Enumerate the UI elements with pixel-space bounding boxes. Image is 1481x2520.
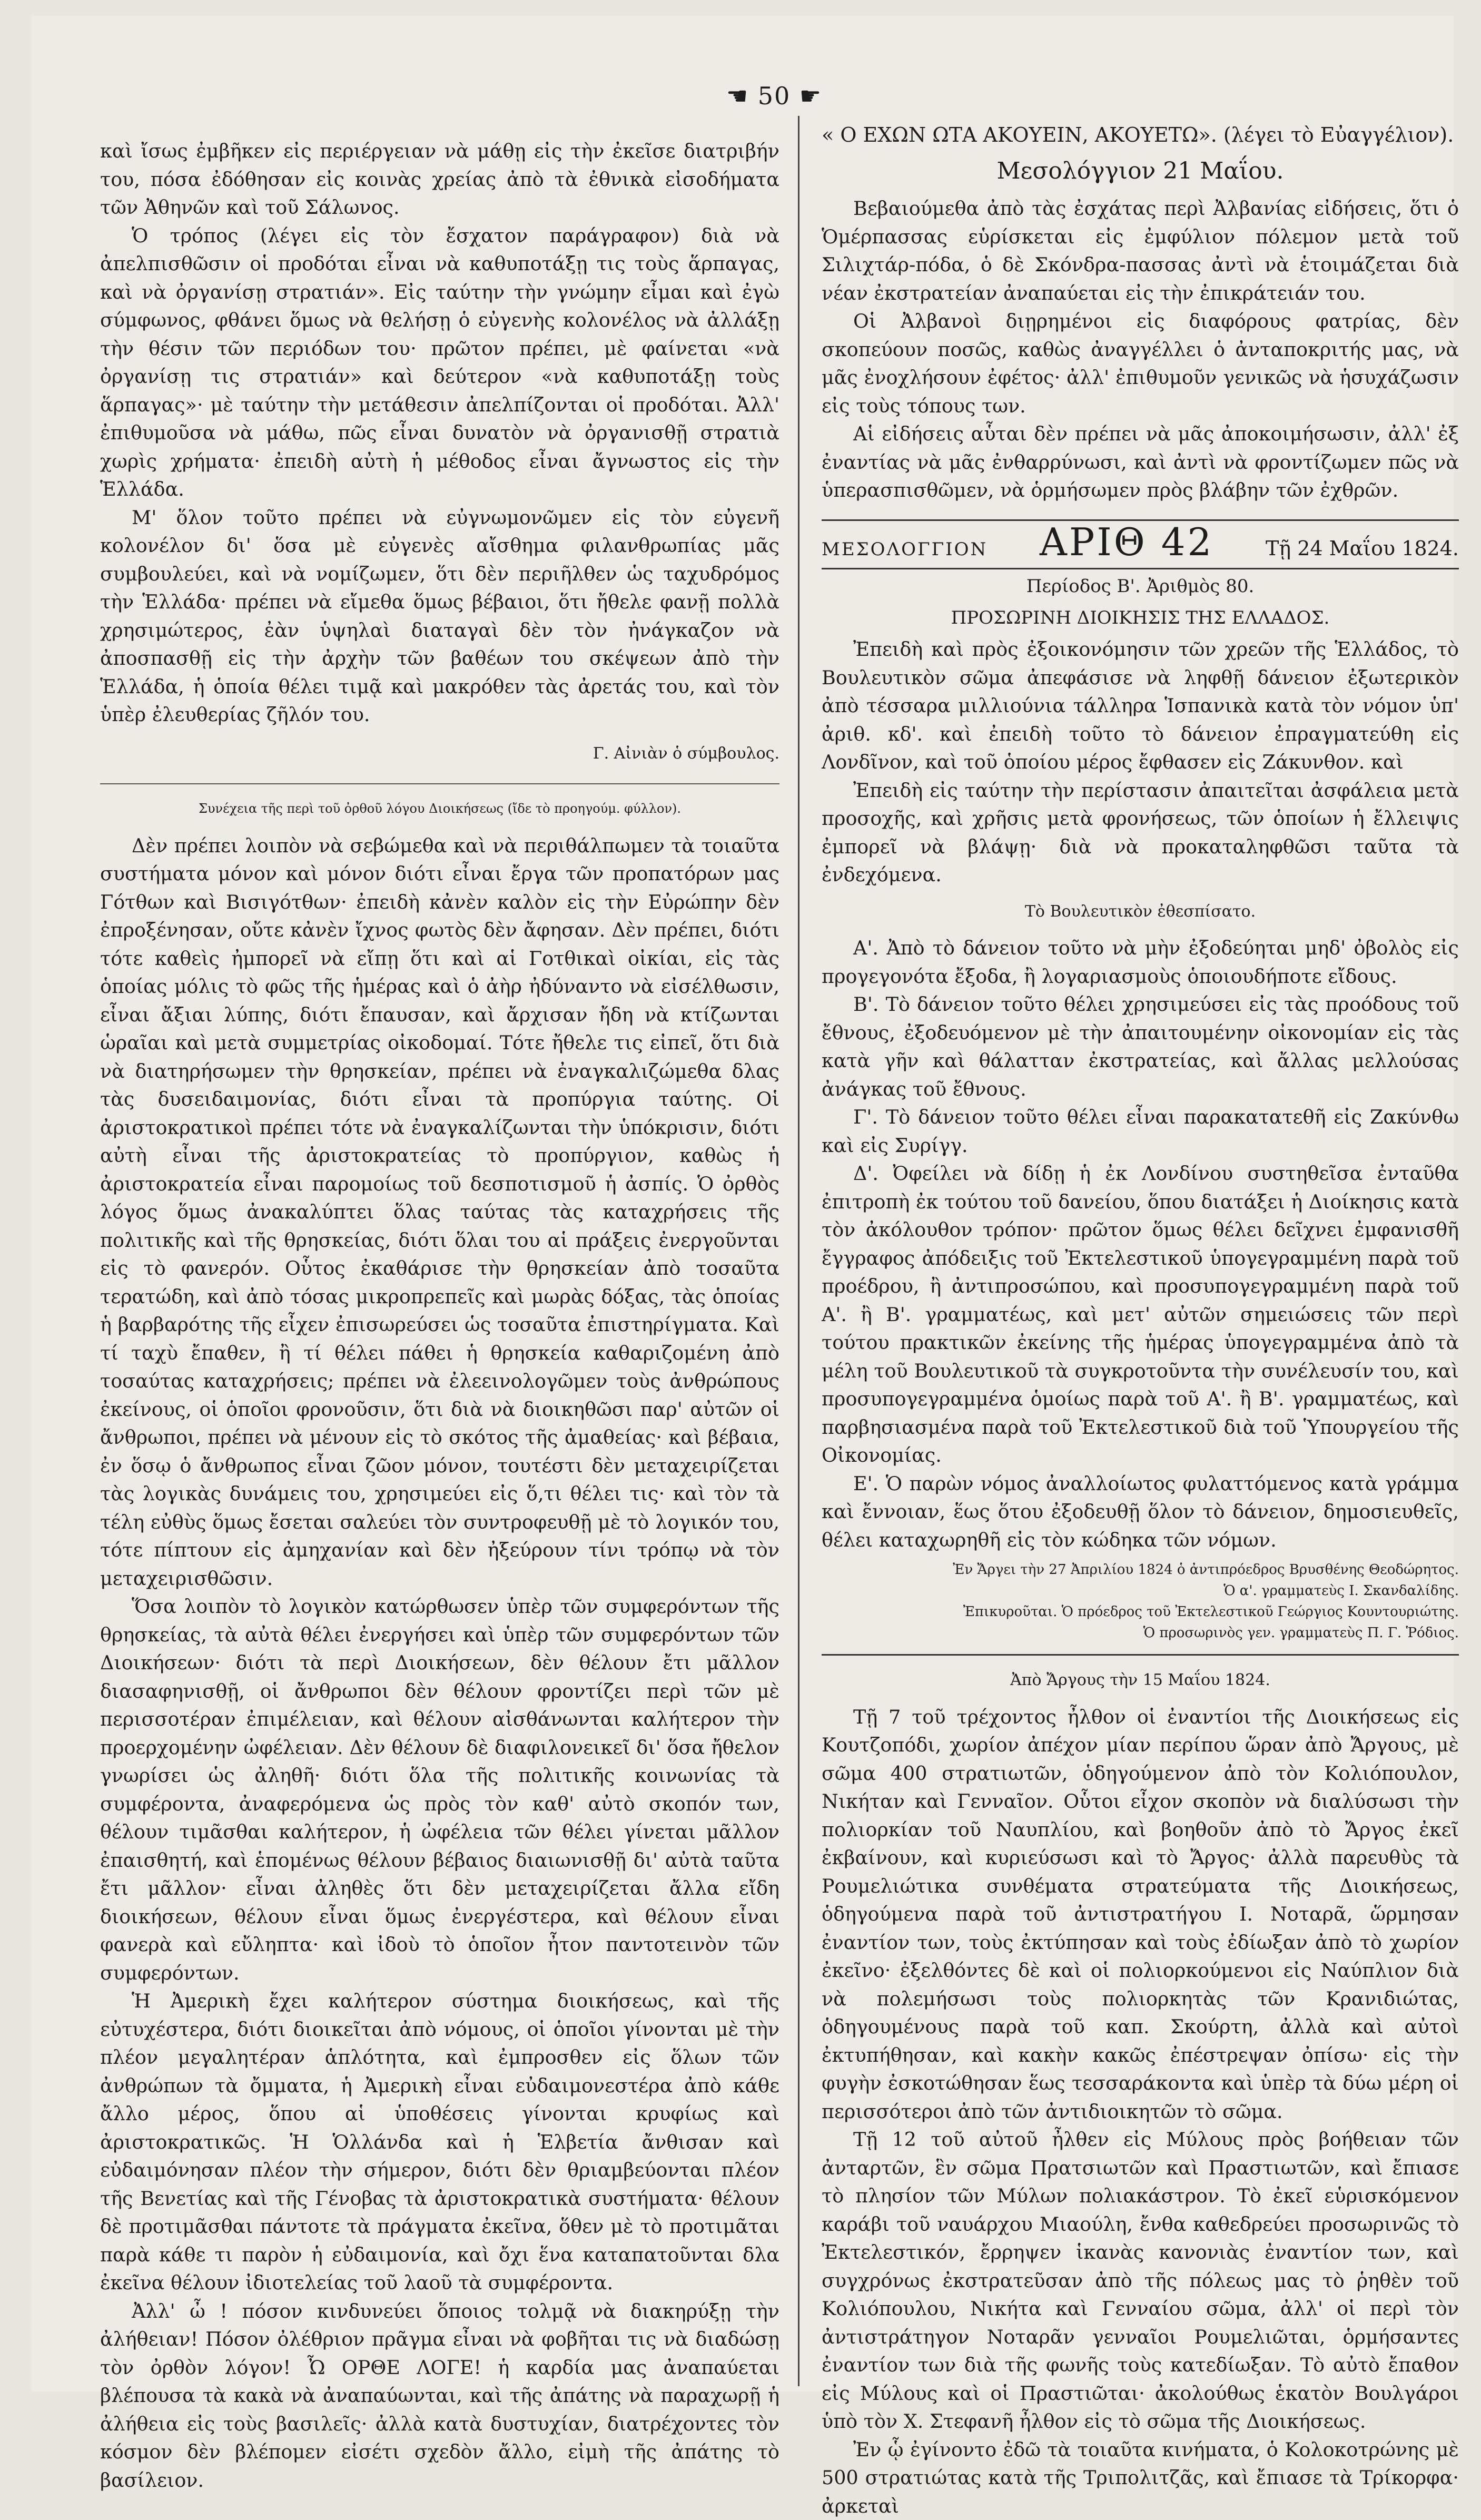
signature-line: Ὁ α'. γραμματεὺς Ι. Σκανδαλίδης. [822, 1580, 1459, 1601]
signature-line: Ἐν Ἄργει τὴν 27 Ἀπριλίου 1824 ὁ ἀντιπρόεδρος Βρυσθένης Θεοδώρητος. [822, 1559, 1459, 1580]
motto: « Ο ΕΧΩΝ ΩΤΑ ΑΚΟΥΕΙΝ, ΑΚΟΥΕΤΩ». (λέγει τὸ Εὐαγγέλιον). [822, 121, 1459, 150]
law-article: Δ'. Ὀφείλει νὰ δίδῃ ἡ ἐκ Λονδίνου συστηθεῖσα ἐνταῦθα ἐπιτροπὴ ἐκ τούτου τοῦ δανείου, ὅπου διατάξει ἡ Διοίκησις κατὰ τὸν ἀκόλουθον τρόπον· πρῶτον ὅμως θέλει δεῖχνει ἐμφανισθῆ ἔγγραφος ἀπόδειξις τοῦ Ἐκτελεστικοῦ ὑπογεγραμμένη παρὰ τοῦ προέδρου, ἢ ἀντιπροσώπου, καὶ προσυπογεγραμμένη παρὰ τοῦ Α'. ἢ Β'. γραμματέως, καὶ μετ' αὐτῶν σημειώσεις τῶν περὶ τούτου πρακτικῶν ἐκείνης τῆς ἡμέρας ὑπογεγραμμένα ἀπὸ τὰ μέλη τοῦ Βουλευτικοῦ τὰ συγκροτοῦντα τὴν συνέλευσίν του, καὶ προσυπογεγραμμένα ὁμοίως παρὰ τοῦ Α'. ἢ Β'. γραμματέως, καὶ παρβησιασμένα παρὰ τοῦ Ἐκτελεστικοῦ διὰ τοῦ Ὑπουργείου τῆς Οἰκονομίας. [822, 1159, 1459, 1470]
left-paragraph: καὶ ἴσως ἐμβῆκεν εἰς περιέργειαν νὰ μάθῃ εἰς τὴν ἐκεῖσε διατριβήν του, πόσα ἐδόθησαν εἰς κοινὰς χρείας ἀπὸ τὰ ἐθνικὰ εἰσοδήματα τῶν Ἀθηνῶν καὶ τοῦ Σάλωνος. [100, 137, 779, 222]
left-paragraph: Μ' ὅλον τοῦτο πρέπει νὰ εὐγνωμονῶμεν εἰς τὸν εὐγενῆ κολονέλον δι' ὅσα μὲ εὐγενὲς αἴσθημα φιλανθρωπίας μᾶς συμβουλεύει, καὶ νὰ νομίζωμεν, ὅτι δὲν περιῆλθεν ὡς ταχυδρόμος τὴν Ἑλλάδα· πρέπει νὰ εἴμεθα ὅμως βέβαιοι, ὅτι ἤθελε φανῇ πολλὰ χρησιμώτερος, ἐὰν ὑψηλαὶ διαταγαὶ δὲν τὸν ἠνάγκαζον νὰ ἀποσπασθῇ εἰς τὴν ἀρχὴν τῶν βαθέων του σκέψεων ἀπὸ τὴν Ἑλλάδα, ἡ ὁποία θέλει τιμᾷ καὶ μακρόθεν τὰς ἀρετάς του, καὶ τὸν ὑπὲρ ἐλευθερίας ζῆλόν του. [100, 504, 779, 729]
signature-line: Ὁ προσωρινὸς γεν. γραμματεὺς Π. Γ. Ῥόδιος. [822, 1622, 1459, 1643]
law-article: Β'. Τὸ δάνειον τοῦτο θέλει χρησιμεύσει εἰς τὰς προόδους τοῦ ἔθνους, ἐξοδευόμενον μὲ τὴν ἀπαιτουμένην οἰκονομίαν εἰς τὰς κατὰ γῆν καὶ θάλατταν ἐκστρατείας, καὶ ἄλλας μελλούσας ἀνάγκας τοῦ ἔθνους. [822, 990, 1459, 1103]
right-paragraph: Τῇ 7 τοῦ τρέχοντος ἦλθον οἱ ἐναντίοι τῆς Διοικήσεως εἰς Κουτζοπόδι, χωρίον ἀπέχον μίαν περίπου ὥραν ἀπὸ Ἄργους, μὲ σῶμα 400 στρατιωτῶν, ὁδηγούμενον ἀπὸ τὸν Κολιόπουλον, Νικήταν καὶ Γενναῖον. Οὗτοι εἶχον σκοπὸν νὰ διαλύσωσι τὴν πολιορκίαν τοῦ Ναυπλίου, καὶ βοηθοῦν ἀπὸ τὸ Ἄργος ἐκεῖ ἐκβαίνουν, καὶ κυριεύσωσι καὶ τὸ Ἄργος· ἀλλὰ παρευθὺς τὰ Ρουμελιώτικα συνθέματα στρατεύματα τῆς Διοικήσεως, ὁδηγούμενα παρὰ τοῦ ἀντιστρατήγου Ι. Νοταρᾶ, ὥρμησαν ἐναντίον των, τοὺς ἐκτύπησαν καὶ τοὺς ἐδίωξαν ἀπὸ τὸ χωρίον ἐκεῖνο· ἐξελθόντες δὲ καὶ οἱ πολιορκούμενοι εἰς Ναύπλιον διὰ νὰ πολεμήσωσι τοὺς πολιορκητὰς τῶν Κρανιδιώτας, ὁδηγουμένους παρὰ τοῦ καπ. Σκούρτη, ἀλλὰ καὶ αὐτοὶ ἐκτυπήθησαν, καὶ κακὴν κακῶς ἐπέστρεψαν ὀπίσω· εἰς τὴν φυγὴν ἐσκοτώθησαν ἕως τεσσαράκοντα καὶ ὑπὲρ τὰ δύω μέρη οἱ περισσότεροι ἀπὸ τῶν ἀντιδιοικητῶν τὸ σῶμα. [822, 1703, 1459, 2126]
left-column [100, 137, 779, 2494]
period-line: Περίοδος Β'. Ἀριθμὸς 80. [822, 573, 1459, 601]
left-paragraph: Ὅσα λοιπὸν τὸ λογικὸν κατώρθωσεν ὑπὲρ τῶν συμφερόντων τῆς θρησκείας, τὰ αὐτὰ θέλει ἐνεργήσει καὶ ὑπὲρ τῶν συμφερόντων τῶν Διοικήσεων· διότι τὰ περὶ Διοικήσεων, δὲν θέλουν ἔτι μᾶλλον διασαφηνισθῇ, οἱ ἄνθρωποι δὲν θέλουν φροντίζει περὶ τῶν μὲ περισσοτέραν ἐπιμέλειαν, καὶ θέλουν αἰσθάνωνται καλήτερον τὴν προερχομένην ὠφέλειαν. Δὲν θέλουν δὲ διαφιλονεικεῖ δι' ὅσα ἤθελον γνωρίσει ὡς ἀληθῆ· διότι ὅλα τῆς πολιτικῆς κοινωνίας τὰ συμφέροντα, ἀναφερόμενα ὡς πρὸς τὸν καθ' αὐτὸ σκοπόν των, θέλουν τιμᾶσθαι καλήτερον, ἡ ὠφέλεια τῶν θέλει γίνεται μᾶλλον ἐπαισθητή, καὶ ἑπομένως θέλουν βέβαιος διαιωνισθῇ δι' αὐτὰ ταῦτα ἔτι μᾶλλον· εἶναι ἀληθὲς ὅτι δὲν μεταχειρίζεται ἄλλα εἴδη διοικήσεων, θέλουν εἶναι ὅμως ἐνεργέστερα, καὶ θέλουν εἶναι φανερὰ καὶ εὔληπτα· καὶ ἰδοὺ τὸ ὁποῖον ἦτον παντοτεινὸν τῶν συμφερόντων. [100, 1592, 779, 1987]
decree-line: Τὸ Βουλευτικὸν ἐθεσπίσατο. [822, 898, 1459, 926]
right-paragraph: Ἐν ᾧ ἐγίνοντο ἐδῶ τὰ τοιαῦτα κινήματα, ὁ Κολοκοτρώνης μὲ 500 στρατιώτας κατὰ τῆς Τριπολιτζᾶς, καὶ ἔπιασε τὰ Τρίκορφα· ἀρκεταὶ [822, 2436, 1459, 2520]
right-paragraph: Ἐπειδὴ εἰς ταύτην τὴν περίστασιν ἀπαιτεῖται ἀσφάλεια μετὰ προσοχῆς, καὶ χρῆσις μετὰ φρονήσεως, τῶν ὁποίων ἡ ἔλλειψις ἐμπορεῖ νὰ βλάψῃ· διὰ νὰ προκαταληφθῶσι ταῦτα τὰ ἐνδεχόμενα. [822, 776, 1459, 889]
masthead-number: ΑΡΙΘ 42 [1040, 528, 1213, 557]
article-caption: Συνέχεια τῆς περὶ τοῦ ὀρθοῦ λόγου Διοικήσεως (ἴδε τὸ προηγούμ. φύλλον). [100, 783, 779, 823]
left-paragraph: Ἀλλ' ὦ ! πόσον κινδυνεύει ὅποιος τολμᾷ νὰ διακηρύξῃ τὴν ἀλήθειαν! Πόσον ὀλέθριον πρᾶγμα εἶναι νὰ φοβῆται τις νὰ διαδώσῃ τὸν ὀρθὸν λόγον! Ὦ ΟΡΘΕ ΛΟΓΕ! ἡ καρδία μας ἀναπαύεται βλέπουσα τὰ κακὰ νὰ ἀναπαύωνται, καὶ τῆς ἀπάτης νὰ παραχωρῇ ἡ ἀλήθεια εἰς τοὺς βασιλεῖς· ἀλλὰ κατὰ δυστυχίαν, διατρέχοντες τὸν κόσμον δὲν βλέπομεν εἰσέτι σχεδὸν ἄλλο, εἰμὴ τῆς ἀπάτης τὸ βασίλειον. [100, 2297, 779, 2495]
column-divider [798, 116, 799, 2386]
right-paragraph: Αἱ εἰδήσεις αὗται δὲν πρέπει νὰ μᾶς ἀποκοιμήσωσιν, ἀλλ' ἐξ ἐναντίας νὰ μᾶς ἐνθαρρύνωσι, καὶ ἀντὶ νὰ φροντίζωμεν πῶς νὰ ὑπερασπισθῶμεν, νὰ ὁρμήσωμεν πρὸς βλάβην τῶν ἐχθρῶν. [822, 420, 1459, 505]
law-article: Α'. Ἀπὸ τὸ δάνειον τοῦτο νὰ μὴν ἐξοδεύηται μηδ' ὀβολὸς εἰς προγεγονότα ἔξοδα, ἢ λογαριασμοὺς ὁποιουδήποτε εἴδους. [822, 934, 1459, 990]
right-column [822, 121, 1459, 2520]
page-ornament-right: ☛ [791, 82, 822, 110]
argos-dateline: Ἀπὸ Ἄργους τὴν 15 Μαΐου 1824. [822, 1666, 1459, 1695]
right-paragraph: Οἱ Ἀλβανοὶ διῃρημένοι εἰς διαφόρους φατρίας, δὲν σκοπεύουν ποσῶς, καθὼς ἀναγγέλλει ὁ ἀνταποκριτής μας, νὰ μᾶς ἐνοχλήσουν ἐφέτος· ἀλλ' ἐπιθυμοῦν γενικῶς νὰ ἡσυχάζωσιν εἰς τοὺς τόπους των. [822, 307, 1459, 420]
masthead-city: ΜΕΣΟΛΟΓΓΙΟΝ [822, 536, 988, 564]
masthead-date: Τῇ 24 Μαΐου 1824. [1266, 535, 1459, 563]
newspaper-page [32, 16, 1454, 2391]
masthead [822, 519, 1459, 570]
page-number: ☚ 50 ☛ [716, 82, 832, 110]
right-paragraph: Βεβαιούμεθα ἀπὸ τὰς ἐσχάτας περὶ Ἀλβανίας εἰδήσεις, ὅτι ὁ Ὁμέρπασσας εὑρίσκεται εἰς ἐμφύλιον πόλεμον μετὰ τοῦ Σιλιχτάρ-πόδα, ὁ δὲ Σκόνδρα-πασσας ἀντὶ νὰ ἑτοιμάζεται διὰ νέαν ἐκστρατείαν ἀναπαύεται εἰς τὴν ἐπικράτειάν του. [822, 194, 1459, 307]
law-article: Ε'. Ὁ παρὼν νόμος ἀναλλοίωτος φυλαττόμενος κατὰ γράμμα καὶ ἔννοιαν, ἕως ὅτου ἐξοδευθῇ ὅλον τὸ δάνειον, δημοσιευθεῖς, θέλει καταχωρηθῆ εἰς τὸν κώδηκα τῶν νόμων. [822, 1470, 1459, 1554]
dateline: Μεσολόγγιον 21 Μαΐου. [822, 157, 1459, 185]
right-paragraph: Τῇ 12 τοῦ αὐτοῦ ἦλθεν εἰς Μύλους πρὸς βοήθειαν τῶν ἀνταρτῶν, ἓν σῶμα Πρατσιωτῶν καὶ Πραστιωτῶν, καὶ ἔπιασε τὸ πλησίον τῶν Μύλων πολιακάστρον. Τὸ ἐκεῖ εὑρισκόμενον καράβι τοῦ ναυάρχου Μιαούλη, ἔνθα καθεδρεύει προσωρινῶς τὸ Ἐκτελεστικόν, ἔρρηψεν ἱκανὰς κανονιὰς ἐναντίον των, καὶ συγχρόνως ἐκστρατεῦσαν ἀπὸ τῆς πόλεως μας τὸ ῥηθὲν τοῦ Κολιόπουλου, Νικήτα καὶ Γενναίου σῶμα, ἀλλ' οἱ περὶ τὸν ἀντιστράτηγον Νοταρᾶν γενναῖοι Ρουμελιῶται, ὁρμήσαντες ἐναντίον των διὰ τῆς φωνῆς τοὺς κατεδίωξαν. Τὸ αὐτὸ ἔπαθον εἰς Μύλους καὶ οἱ Πραστιῶται· ἀκολούθως ἑκατὸν Βουλγάροι ὑπὸ τὸν Χ. Στεφανῆ ἦλθον εἰς τὸ σῶμα τῆς Διοικήσεως. [822, 2125, 1459, 2436]
right-paragraph: Ἐπειδὴ καὶ πρὸς ἐξοικονόμησιν τῶν χρεῶν τῆς Ἑλλάδος, τὸ Βουλευτικὸν σῶμα ἀπεφάσισε νὰ ληφθῇ δάνειον ἐξωτερικὸν ἀπὸ τέσσαρα μιλλιούνια τάλληρα Ἱσπανικὰ κατὰ τὸν νόμον ὑπ' ἀριθ. κδ'. καὶ ἐπειδὴ τοῦτο τὸ δάνειον ἐπραγματεύθη εἰς Λονδῖνον, καὶ τοῦ ὁποίου μέρος ἔφθασεν εἰς Ζάκυνθον. καὶ [822, 635, 1459, 776]
law-article: Γ'. Τὸ δάνειον τοῦτο θέλει εἶναι παρακατατεθῆ εἰς Ζακύνθω καὶ εἰς Συρίγγ. [822, 1103, 1459, 1159]
government-heading: ΠΡΟΣΩΡΙΝΗ ΔΙΟΙΚΗΣΙΣ ΤΗΣ ΕΛΛΑΔΟΣ. [822, 604, 1459, 633]
page-ornament-left: ☚ [726, 82, 758, 110]
section-rule [822, 1654, 1459, 1656]
signature-line: Ἐπικυροῦται. Ὁ πρόεδρος τοῦ Ἐκτελεστικοῦ Γεώργιος Κουντουριώτης. [822, 1601, 1459, 1622]
left-paragraph: Ἡ Ἀμερικὴ ἔχει καλήτερον σύστημα διοικήσεως, καὶ τῆς εὐτυχέστερα, διότι διοικεῖται ἀπὸ νόμους, οἱ ὁποῖοι γίνονται μὲ τὴν πλέον μεγαλητέραν ἁπλότητα, καὶ ἐμπροσθεν εἰς ὅλων τῶν ἀνθρώπων τὰ ὄμματα, ἡ Ἀμερικὴ εἶναι εὐδαιμονεστέρα ἀπὸ κάθε ἄλλο μέρος, ὅπου αἱ ὑποθέσεις γίνονται κρυφίως καὶ ἀριστοκρατικῶς. Ἡ Ὁλλάνδα καὶ ἡ Ἑλβετία ἄνθισαν καὶ εὐδαιμόνησαν πλέον τὴν σήμερον, διότι δὲν θριαμβεύονται πλέον τῆς Βενετίας καὶ τῆς Γένοβας τὰ ἀριστοκρατικὰ συστήματα· θέλουν δὲ προτιμᾶσθαι πάντοτε τὰ πράγματα ἐκεῖνα, ὅθεν μὲ τὸ προτιμᾶται παρὰ κάθε τι παρὸν ἡ εὐδαιμονία, καὶ ὄχι ἕνα καταπατοῦνται δλα ἐκεῖνα θέλουν ἰδιοτελείας τοῦ λαοῦ τὰ συμφέροντα. [100, 1987, 779, 2297]
left-paragraph: Δὲν πρέπει λοιπὸν νὰ σεβώμεθα καὶ νὰ περιθάλπωμεν τὰ τοιαῦτα συστήματα μόνον καὶ μόνον διότι εἶναι ἔργα τῶν προπατόρων μας Γότθων καὶ Βισιγότθων· ἐπειδὴ κἀνὲν καλὸν εἰς τὴν Εὐρώπην δὲν ἐπροξένησαν, οὔτε κἀνὲν ἴχνος φωτὸς δὲν ἄφησαν. Δὲν πρέπει, διότι τότε καθεὶς ἠμπορεῖ νὰ εἴπῃ ὅτι καὶ αἱ Γοτθικαὶ οἰκίαι, εἰς τὰς ὁποίας μόλις τὸ φῶς τῆς ἡμέρας καὶ ὁ ἀὴρ ἠδύναντο νὰ εἰσέλθωσιν, εἶναι ἄξιαι λύπης, διότι ἔπαυσαν, καὶ ἄρχισαν ἤδη νὰ κτίζωνται ὡραῖαι καὶ μετὰ συμμετρίας οἰκοδομαί. Τότε ἤθελε τις εἰπεῖ, ὅτι διὰ νὰ διατηρήσωμεν τὴν θρησκείαν, πρέπει νὰ ἐναγκαλιζώμεθα δλας τὰς δυσειδαιμονίας, διότι εἶναι τὰ προπύργια ταύτης. Οἱ ἀριστοκρατικοὶ πρέπει τότε νὰ ἐναγκαλίζωνται τὴν ὑπόκρισιν, διότι αὐτὴ εἶναι τῆς ἀριστοκρατείας τὸ προπύργιον, καθὼς ἡ ἀριστοκρατεία εἶναι παρομοίως τοῦ δεσποτισμοῦ ἡ ἀσπίς. Ὁ ὀρθὸς λόγος ὅμως ἀνακαλύπτει ὅλας ταύτας τὰς καταχρήσεις τῆς πολιτικῆς καὶ τῆς θρησκείας, διότι ὅλαι του αἱ πράξεις ἐνεργοῦνται εἰς τὸ φανερόν. Οὗτος ἐκαθάρισε τὴν θρησκείαν ἀπὸ τοσαῦτα τερατώδη, καὶ ἀπὸ τόσας μικροπρεπεῖς καὶ μωρὰς δόξας, τὰς ὁποίας ἡ βαρβαρότης τῆς εἶχεν ἐπισωρεύσει ὡς τοσαῦτα ἐπιστηρίγματα. Καὶ τί ταχὺ ἔπαθεν, ἢ τί θέλει πάθει ἡ θρησκεία καθαριζομένη ἀπὸ τοσαύτας καταχρήσεις; πρέπει νὰ ἐλεεινολογῶμεν τοὺς ἀνθρώπους ἐκείνους, οἱ ὁποῖοι φρονοῦσιν, ὅτι διὰ νὰ διοικηθῶσι παρ' αὐτῶν οἱ ἄνθρωποι, πρέπει νὰ μένουν εἰς τὸ σκότος τῆς ἀμαθείας· καὶ βέβαια, ἐν ὅσῳ ὁ ἄνθρωπος εἶναι ζῶον μόνον, τουτέστι δὲν μεταχειρίζεται τὰς λογικὰς δυνάμεις του, χρησιμεύει εἰς ὅ,τι θέλει τις· καὶ τὸν τὰ τέλη εὐθὺς ὅμως ἔσεται σαλεύει τὸν συντροφευθῇ μὲ τὸ λογικόν του, τότε πίπτουν εἰς ἀμηχανίαν καὶ δὲν ἠξεύρουν τίνι τρόπῳ νὰ τὸν μεταχειρισθῶσιν. [100, 832, 779, 1593]
signature-block [822, 1559, 1459, 1643]
signature: Γ. Αἰνιὰν ὁ σύμβουλος. [100, 740, 779, 768]
left-paragraph: Ὁ τρόπος (λέγει εἰς τὸν ἔσχατον παράγραφον) διὰ νὰ ἀπελπισθῶσιν οἱ προδόται εἶναι νὰ καθυποτάξῃ τις τοὺς ἅρπαγας, καὶ νὰ ὀργανίσῃ στρατιάν». Εἰς ταύτην τὴν γνώμην εἶμαι καὶ ἐγὼ σύμφωνος, φθάνει ὅμως νὰ θελήσῃ ὁ εὐγενὴς κολονέλος νὰ ἀλλάξῃ τὴν θέσιν τῶν περιόδων του· πρῶτον πρέπει, μὲ φαίνεται «νὰ ὀργανίσῃ τις στρατιάν» καὶ δεύτερον «νὰ καθυποτάξῃ τοὺς ἅρπαγας»· μὲ ταύτην τὴν μετάθεσιν ἀπελπίζονται οἱ προδόται. Ἀλλ' ἐπιθυμοῦσα νὰ μάθω, πῶς εἶναι δυνατὸν νὰ ὀργανισθῇ στρατιὰ χωρὶς χρήματα· ἐπειδὴ αὐτὴ ἡ μέθοδος εἶναι ἄγνωστος εἰς τὴν Ἑλλάδα. [100, 222, 779, 504]
